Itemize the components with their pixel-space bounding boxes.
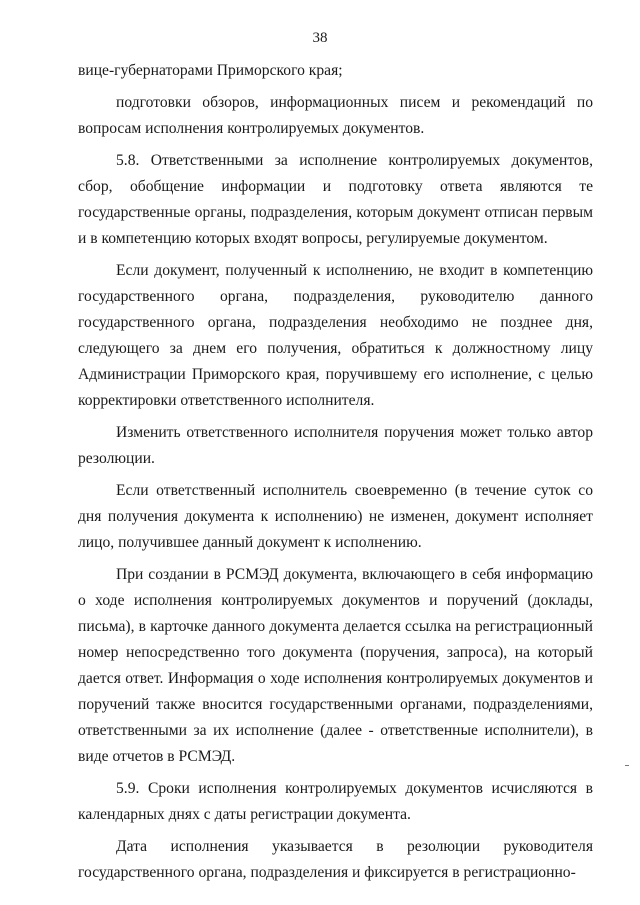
paragraph-9: Дата исполнения указывается в резолюции руководителя государственного органа, подразделения и фиксируется в регистрационно- [78,838,593,881]
page-number: 38 [312,30,328,46]
paragraph-2: подготовки обзоров, информационных писем и рекомендаций по вопросам исполнения контролируемых документов. [78,94,593,137]
document-body [78,58,593,890]
paragraph-4: Если документ, полученный к исполнению, не входит в компетенцию государственного органа, подразделения, руководителю данного государственного органа, подразделения необходимо не позднее дня, следующего за днем его получения, обратиться к должностному лицу Администрации Приморского края, поручившему его исполнение, с целью корректировки ответственного исполнителя. [78,262,593,409]
paragraph-1: вице-губернаторами Приморского края; [78,62,343,79]
paragraph-5: Изменить ответственного исполнителя поручения может только автор резолюции. [78,424,593,467]
scan-margin-mark [625,765,629,766]
paragraph-6: Если ответственный исполнитель своевременно (в течение суток со дня получения документа к исполнению) не изменен, документ исполняет лицо, получившее данный документ к исполнению. [78,482,593,551]
paragraph-3: 5.8. Ответственными за исполнение контролируемых документов, сбор, обобщение информации и подготовку ответа являются те государственные органы, подразделения, которым документ отписан первым и в компетенцию которых входят вопросы, регулируемые документом. [78,152,593,247]
paragraph-8: 5.9. Сроки исполнения контролируемых документов исчисляются в календарных днях с даты регистрации документа. [78,780,593,823]
paragraph-7: При создании в РСМЭД документа, включающего в себя информацию о ходе исполнения контролируемых документов и поручений (доклады, письма), в карточке данного документа делается ссылка на регистрационный номер непосредственно того документа (поручения, запроса), на который дается ответ. Информация о ходе исполнения контролируемых документов и поручений также вносится государственными органами, подразделениями, ответственными за их исполнение (далее - ответственные исполнители), в виде отчетов в РСМЭД. [78,566,593,765]
